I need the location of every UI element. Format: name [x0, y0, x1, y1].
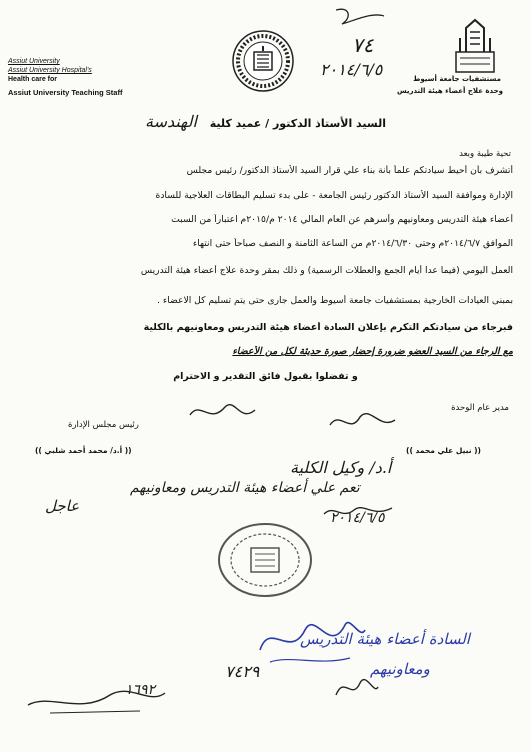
body-line-5: العمل اليومي (فيما عدا أيام الجمع والعطلات الرسمية) و ذلك بمقر وحدة علاج أعضاء هيئة التدريس — [140, 265, 513, 276]
blue-annotation-line-1: السادة أعضاء هيئة التدريس — [300, 630, 470, 648]
signature-left-title: رئيس مجلس الإدارة — [68, 420, 139, 430]
body-line-6: بمبنى العيادات الخارجية بمستشفيات جامعة أسيوط والعمل جارى حتى يتم تسليم كل الاعضاء . — [157, 295, 513, 306]
signature-left-name: (( أ.د/ محمد أحمد شلبي )) — [35, 446, 132, 455]
body-line-4: الموافق ٢٠١٤/٦/٧م وحتى ٢٠١٤/٦/٣٠م من الساعة الثامنة و النصف صباحاً حتى انتهاء — [192, 238, 513, 249]
header-en-line-1: Assiut University — [8, 58, 60, 65]
bottom-signature — [20, 665, 170, 725]
closing-line: و تفضلوا بقبول فائق التقدير و الاحترام — [173, 371, 358, 382]
handwritten-line-1: أ.د/ وكيل الكلية — [290, 458, 392, 477]
blue-signature — [250, 600, 370, 670]
handwritten-urgent: عاجل — [45, 497, 80, 515]
header-ar-line-1: مستشفيات جامعة أسيوط — [413, 75, 501, 83]
handwritten-line-2: تعم علي أعضاء هيئة التدريس ومعاونيهم — [130, 480, 360, 496]
signature-right-title: مدير عام الوحدة — [451, 403, 509, 413]
salutation-handwritten: الهندسة — [145, 112, 197, 131]
header-en-line-3: Health care for — [8, 76, 58, 83]
header-en-line-4: Assiut University Teaching Staff — [8, 88, 123, 97]
salutation: السيد الأستاذ الدكتور / عميد كلية — [209, 117, 386, 130]
header-en-line-2: Assiut University Hospital's — [8, 67, 92, 74]
handwritten-signature-mark — [320, 500, 400, 524]
handwritten-ref-date: ٢٠١٤/٦/٥ — [320, 60, 383, 79]
signature-right-name: (( نبيل علي محمد )) — [406, 446, 481, 455]
bottom-handwritten-number-2: ١٦٩٢ — [125, 682, 156, 698]
handwritten-scribble — [332, 4, 392, 34]
body-line-2: الإدارة وموافقة السيد الأستاذ الدكتور رئيس الجامعة - على بدء تسليم البطاقات العلاجية للسادة — [155, 190, 513, 201]
signature-scribbles — [180, 395, 410, 445]
hospital-logo — [450, 18, 500, 76]
blue-annotation-line-2: ومعاونيهم — [370, 660, 430, 678]
faculty-stamp — [215, 520, 315, 600]
header-ar-line-2: وحدة علاج أعضاء هيئة التدريس — [396, 87, 503, 95]
request-line: فبرجاء من سيادتكم التكرم بإعلان السادة أعضاء هيئة التدريس ومعاونيهم بالكلية — [143, 322, 513, 333]
handwritten-signature-date: ٢٠١٤/٦/٥ — [330, 510, 385, 526]
handwritten-ref-number: ٧٤ — [352, 33, 374, 57]
greeting: تحية طيبة وبعد — [459, 149, 511, 159]
bottom-handwritten-number: ٧٤٢٩ — [225, 662, 260, 681]
body-line-1: أتشرف بأن أحيط سيادتكم علماً بأنة بناء علي قرار السيد الأستاذ الدكتور/ رئيس مجلس — [186, 165, 513, 176]
bottom-right-mark — [330, 665, 380, 705]
photo-note-line: مع الرجاء من السيد العضو ضرورة إحضار صورة حديثة لكل من الأعضاء — [232, 346, 513, 357]
university-seal-logo — [232, 28, 294, 94]
body-line-3: أعضاء هيئة التدريس ومعاونيهم وأسرهم عن العام المالي ٢٠١٤ م/٢٠١٥م اعتباراً من السبت — [171, 214, 513, 225]
